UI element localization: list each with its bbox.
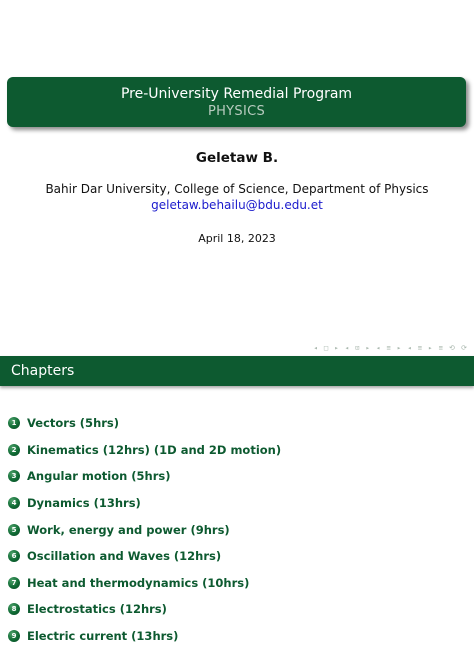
chapter-list [8, 410, 281, 649]
chapters-slide [0, 356, 474, 644]
presentation-date: April 18, 2023 [198, 232, 276, 245]
chapter-item [8, 437, 281, 464]
presentation-subtitle: PHYSICS [207, 104, 266, 119]
chapter-label: Electrostatics (12hrs) [27, 602, 167, 617]
enumeration-ball-icon: 9 [8, 630, 20, 642]
author-name: Geletaw B. [195, 150, 279, 166]
chapter-label: Vectors (5hrs) [27, 416, 120, 431]
chapter-label: Dynamics (13hrs) [27, 496, 141, 511]
enumeration-ball-icon: 2 [8, 444, 20, 456]
chapter-label: Kinematics (12hrs) (1D and 2D motion) [27, 442, 282, 457]
frame-title-bar [0, 356, 474, 386]
chapter-label: Work, energy and power (9hrs) [27, 522, 230, 537]
enumeration-ball-icon: 5 [8, 524, 20, 536]
chapter-item [8, 490, 281, 517]
chapter-item [8, 516, 281, 543]
enumeration-ball-icon: 3 [8, 470, 20, 482]
chapter-label: Heat and thermodynamics (10hrs) [27, 575, 250, 590]
chapter-item [8, 596, 281, 623]
enumeration-ball-icon: 7 [8, 577, 20, 589]
enumeration-ball-icon: 6 [8, 550, 20, 562]
chapter-item [8, 623, 281, 649]
chapter-item [8, 543, 281, 570]
enumeration-ball-icon: 4 [8, 497, 20, 509]
chapter-item [8, 463, 281, 490]
chapter-item [8, 570, 281, 597]
chapter-label: Electric current (13hrs) [27, 629, 179, 644]
title-box [7, 77, 466, 127]
affiliation: Bahir Dar University, College of Science, Department of Physics [45, 182, 429, 196]
chapter-label: Oscillation and Waves (12hrs) [27, 549, 222, 564]
frame-title: Chapters [11, 363, 75, 379]
enumeration-ball-icon: 8 [8, 603, 20, 615]
author-email-link[interactable]: geletaw.behailu@bdu.edu.et [151, 198, 323, 212]
beamer-navigation-symbols[interactable]: ◂ □ ▸ ◂ ⊡ ▸ ◂ ≡ ▸ ◂ ≡ ▸ ≡ ⟲ ⟳ [313, 344, 468, 352]
presentation-title: Pre-University Remedial Program [120, 86, 353, 102]
chapter-item [8, 410, 281, 437]
chapter-label: Angular motion (5hrs) [27, 469, 171, 484]
enumeration-ball-icon: 1 [8, 417, 20, 429]
